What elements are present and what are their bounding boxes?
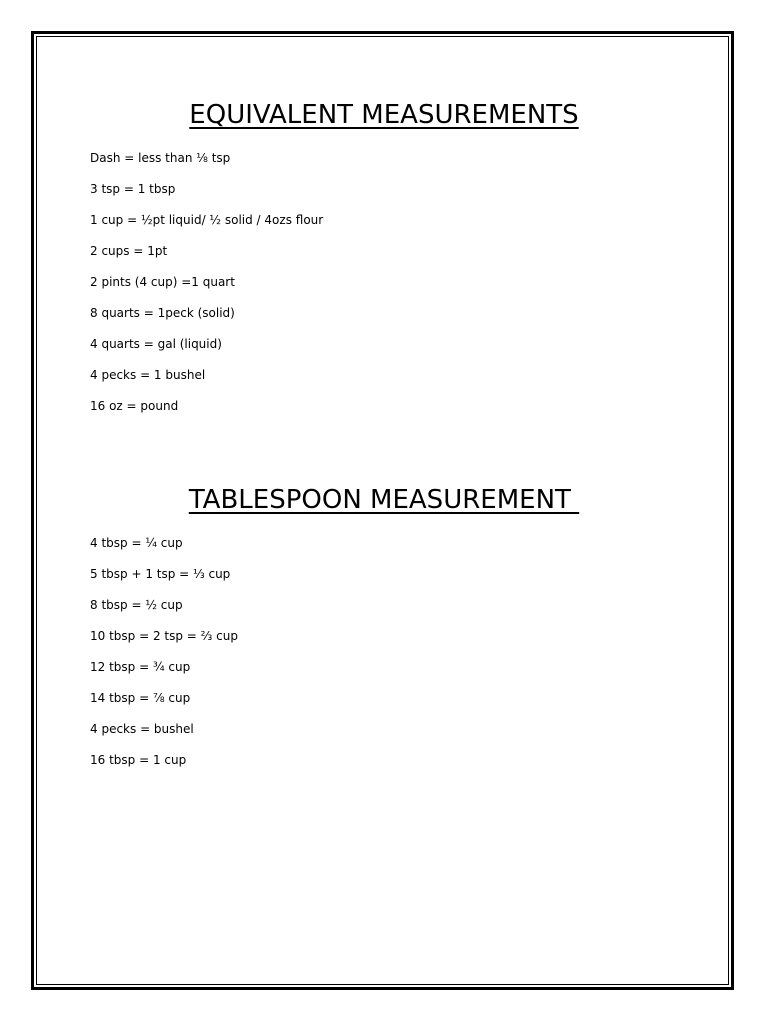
list-item: 16 tbsp = 1 cup <box>90 753 187 767</box>
list-item: 3 tsp = 1 tbsp <box>90 182 176 196</box>
list-item: 10 tbsp = 2 tsp = ⅔ cup <box>90 629 238 643</box>
section-title-equivalent-measurements: EQUIVALENT MEASUREMENTS <box>189 100 579 130</box>
list-item: 5 tbsp + 1 tsp = ⅓ cup <box>90 567 231 581</box>
list-item: 14 tbsp = ⅞ cup <box>90 691 191 705</box>
list-item: 4 tbsp = ¼ cup <box>90 536 183 550</box>
list-item: 8 tbsp = ½ cup <box>90 598 183 612</box>
section-title-tablespoon-measurement: TABLESPOON MEASUREMENT <box>188 485 580 515</box>
list-item: 8 quarts = 1peck (solid) <box>90 306 235 320</box>
list-item: 1 cup = ½pt liquid/ ½ solid / 4ozs flour <box>90 213 324 227</box>
list-item: 4 pecks = 1 bushel <box>90 368 206 382</box>
list-item: 16 oz = pound <box>90 399 179 413</box>
list-item: 4 quarts = gal (liquid) <box>90 337 222 351</box>
list-item: 2 pints (4 cup) =1 quart <box>90 275 235 289</box>
list-item: Dash = less than ⅛ tsp <box>90 151 231 165</box>
tablespoon-measurement-list <box>90 535 238 783</box>
list-item: 12 tbsp = ¾ cup <box>90 660 191 674</box>
equivalent-measurements-list <box>90 150 323 429</box>
list-item: 2 cups = 1pt <box>90 244 168 258</box>
list-item: 4 pecks = bushel <box>90 722 194 736</box>
